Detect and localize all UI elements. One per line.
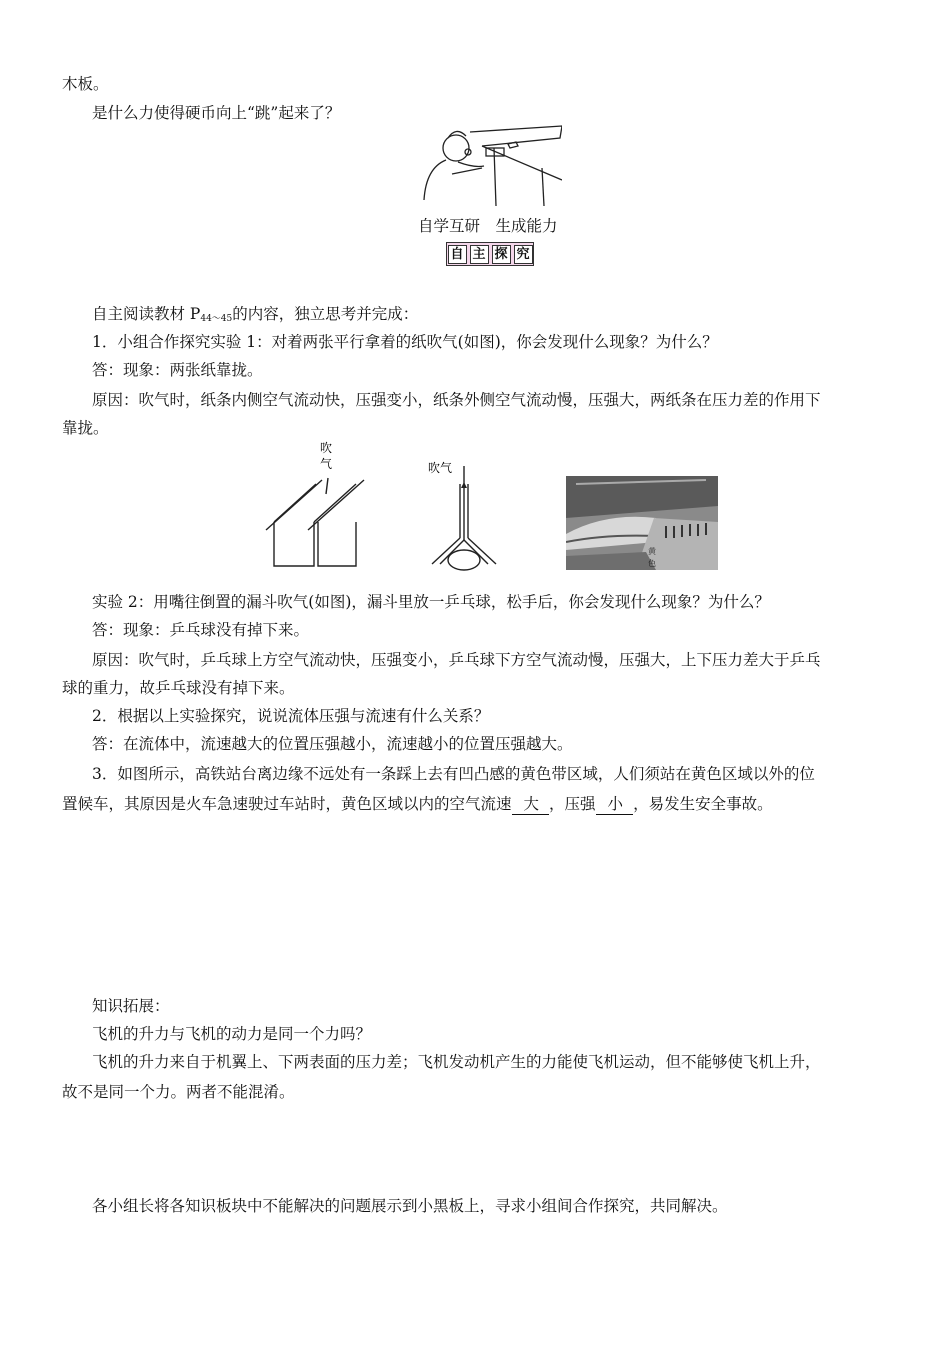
paper-blow-label: 吹 xyxy=(320,441,333,455)
question-1: 1．小组合作探究实验 1：对着两张平行拿着的纸吹气(如图)，你会发现什么现象？为什么？ xyxy=(92,333,718,351)
coin-question: 是什么力使得硬币向上“跳”起来了？ xyxy=(92,104,341,122)
badge-char: 究 xyxy=(514,245,533,264)
badge-char: 探 xyxy=(492,245,511,264)
text-line: 木板。 xyxy=(62,75,109,93)
answer-blank: 大 xyxy=(512,794,550,815)
photo-label: 黄 xyxy=(648,547,656,556)
question-2: 2．根据以上实验探究，说说流体压强与流速有什么关系？ xyxy=(92,707,490,725)
extension-answer-cont: 故不是同一个力。两者不能混淆。 xyxy=(62,1083,295,1101)
extension-heading: 知识拓展： xyxy=(92,997,170,1015)
question-3-cont: 置候车，其原因是火车急速驶过车站时，黄色区域以内的空气流速 大 ，压强 小 ，易发生安全事故。 xyxy=(62,795,773,813)
badge-char: 自 xyxy=(448,245,467,264)
extension-answer: 飞机的升力来自于机翼上、下两表面的压力差；飞机发动机产生的力能使飞机运动，但不能够使飞机上升， xyxy=(92,1053,821,1071)
answer-blank: 小 xyxy=(596,794,634,815)
experiment-2: 实验 2：用嘴往倒置的漏斗吹气(如图)，漏斗里放一乒乓球，松手后，你会发现什么现象？为什么？ xyxy=(92,593,770,611)
coin-experiment-figure xyxy=(412,118,562,208)
two-papers-figure xyxy=(260,438,370,570)
funnel-figure xyxy=(424,456,514,574)
page-range: 44～45 xyxy=(200,314,233,324)
paper-blow-label: 气 xyxy=(320,457,333,471)
closing-text: 各小组长将各知识板块中不能解决的问题展示到小黑板上，寻求小组间合作探究，共同解决。 xyxy=(92,1197,728,1215)
reason-1: 原因：吹气时，纸条内侧空气流动快，压强变小，纸条外侧空气流动慢，压强大，两纸条在压力差的作用下 xyxy=(92,391,821,409)
section-badge xyxy=(446,242,534,266)
answer-1: 答：现象：两张纸靠拢。 xyxy=(92,361,263,379)
reason-2-cont: 球的重力，故乒乓球没有掉下来。 xyxy=(62,679,295,697)
question-3: 3．如图所示，高铁站台离边缘不远处有一条踩上去有凹凸感的黄色带区域，人们须站在黄色区域以外的位 xyxy=(92,765,815,783)
extension-question: 飞机的升力与飞机的动力是同一个力吗？ xyxy=(92,1025,372,1043)
reading-instruction: 自主阅读教材 $P_{44\sim 45}$的内容，独立思考并完成： xyxy=(92,305,419,324)
answer-q2: 答：在流体中，流速越大的位置压强越小，流速越小的位置压强越大。 xyxy=(92,735,573,753)
section-title: 自学互研 生成能力 xyxy=(418,217,558,235)
train-photo xyxy=(566,476,718,570)
reason-1-cont: 靠拢。 xyxy=(62,419,109,437)
reason-2: 原因：吹气时，乒乓球上方空气流动快，压强变小，乒乓球下方空气流动慢，压强大，上下压力差大于乒乓 xyxy=(92,651,821,669)
photo-label: 色 xyxy=(648,559,656,568)
funnel-blow-label: 吹气 xyxy=(428,461,453,475)
answer-2: 答：现象：乒乓球没有掉下来。 xyxy=(92,621,310,639)
badge-char: 主 xyxy=(470,245,489,264)
